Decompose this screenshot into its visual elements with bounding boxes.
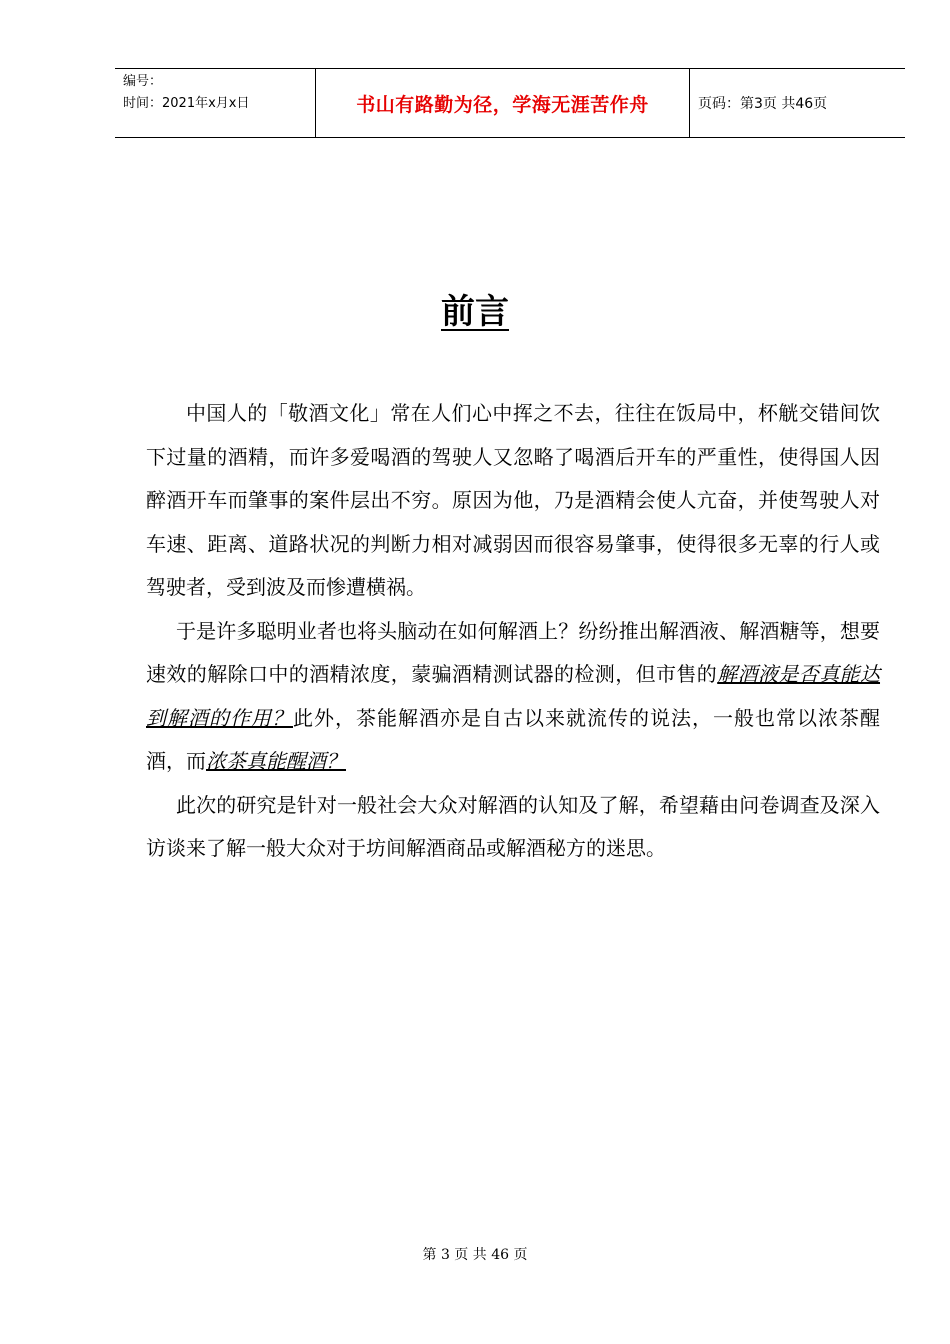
header-page-info: 页码：第3页 共46页: [698, 96, 828, 112]
page-title-text: 前言: [441, 292, 509, 332]
paragraph-2-part-1: 于是许多聪明业者也将头脑动在如何解酒上？纷纷推出解酒液、解酒糖等，想要速效的解除口中的酒精浓度，蒙骗酒精测试器的检测，但市售的: [146, 618, 880, 686]
header-motto: 书山有路勤为径，学海无涯苦作舟: [356, 93, 649, 116]
header-page-info-cell: [690, 69, 905, 137]
paragraph-2-part-2: 此外，茶能解酒亦是自古以来就流传的说法，一般也常以浓茶醒酒，而: [146, 705, 880, 773]
page-footer: 第 3 页 共 46 页: [422, 1247, 528, 1263]
document-time-label: 时间：2021年x月x日: [123, 96, 250, 111]
header-meta: [115, 69, 316, 137]
page-header: [115, 68, 905, 138]
paragraph-2-emphasis-2: 浓茶真能醒酒？: [206, 749, 346, 773]
paragraph-2-emphasis-1: 解酒液是否真能达到解酒的作用？: [146, 662, 881, 730]
paragraph-1: 中国人的「敬酒文化」常在人们心中挥之不去，往往在饭局中，杯觥交错间饮下过量的酒精，而许多爱喝酒的驾驶人又忽略了喝酒后开车的严重性，使得国人因醉酒开车而肇事的案件层出不穷。原因为他，乃是酒精会使人亢奋，并使驾驶人对车速、距离、道路状况的判断力相对减弱因而很容易肇事，使得很多无辜的行人或驾驶者，受到波及而惨遭横祸。: [146, 401, 880, 599]
body-text: [146, 392, 880, 871]
page-title: [0, 284, 950, 333]
header-motto-cell: [316, 69, 690, 137]
document-number-label: 编号：: [123, 74, 163, 89]
paragraph-2: [146, 610, 880, 784]
paragraph-3: 此次的研究是针对一般社会大众对解酒的认知及了解，希望藉由问卷调查及深入访谈来了解一般大众对于坊间解酒商品或解酒秘方的迷思。: [146, 792, 880, 860]
